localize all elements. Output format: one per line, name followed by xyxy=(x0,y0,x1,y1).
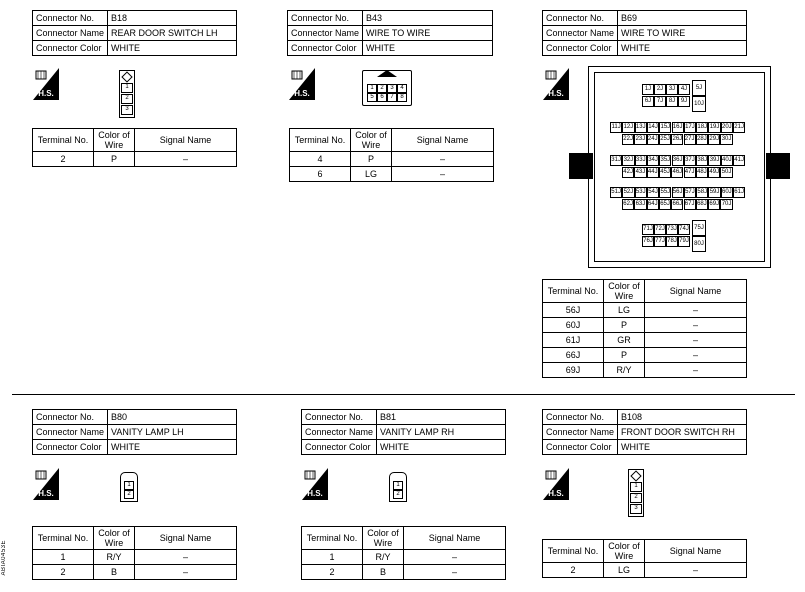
pin: 56J xyxy=(672,187,684,198)
connector-color: WHITE xyxy=(377,440,506,455)
connector-no: B108 xyxy=(618,410,747,425)
pin: 48J xyxy=(696,167,708,178)
pin: 4J xyxy=(678,84,690,95)
pin: 46J xyxy=(671,167,683,178)
pin: 25J xyxy=(659,134,671,145)
connector-name: WIRE TO WIRE xyxy=(363,26,493,41)
pin: 76J xyxy=(642,236,654,247)
connector-name: VANITY LAMP LH xyxy=(108,425,237,440)
pin: 23J xyxy=(634,134,646,145)
connector-no: B43 xyxy=(363,11,493,26)
connector-face: 1 2 3 4 5 6 7 8 xyxy=(362,70,412,106)
lock-diamond-icon xyxy=(630,470,641,481)
pin: 49J xyxy=(708,167,720,178)
connector-face: 1 2 3 xyxy=(628,469,644,517)
pin: 34J xyxy=(647,155,659,166)
table-row: 4 P – xyxy=(290,152,494,167)
pin: 68J xyxy=(696,199,708,210)
table-row: 1 R/Y – xyxy=(33,550,237,565)
connector-color: WHITE xyxy=(618,41,747,56)
terminal-table: Terminal No. Color of Wire Signal Name 1 R/Y – 2 B – xyxy=(301,526,506,580)
table-row: 60J P – xyxy=(543,318,747,333)
pin: 8J xyxy=(666,96,678,107)
pin: 11J xyxy=(610,122,622,133)
pin: 37J xyxy=(684,155,696,166)
connector-name: REAR DOOR SWITCH LH xyxy=(108,26,237,41)
table-row: 1 R/Y – xyxy=(302,550,506,565)
pin: 45J xyxy=(659,167,671,178)
pin: 41J xyxy=(733,155,745,166)
pin: 66J xyxy=(671,199,683,210)
pin: 2J xyxy=(654,84,666,95)
pin: 16J xyxy=(672,122,684,133)
table-row: 66J P – xyxy=(543,348,747,363)
pin: 73J xyxy=(666,224,678,235)
harness-side-icon xyxy=(33,468,59,500)
pin: 2 xyxy=(121,94,133,104)
pin: 21J xyxy=(733,122,745,133)
pin: 44J xyxy=(647,167,659,178)
terminal-table: Terminal No. Color of Wire Signal Name 1 R/Y – 2 B – xyxy=(32,526,237,580)
pin: 24J xyxy=(647,134,659,145)
pin: 38J xyxy=(696,155,708,166)
terminal-table: Terminal No. Color of Wire Signal Name 2 LG – xyxy=(542,539,747,578)
table-row: 56J LG – xyxy=(543,303,747,318)
connector-color: WHITE xyxy=(618,440,747,455)
pin: 7J xyxy=(654,96,666,107)
pin: 28J xyxy=(696,134,708,145)
pin: 60J xyxy=(721,187,733,198)
pin: 31J xyxy=(610,155,622,166)
connector-no: B81 xyxy=(377,410,506,425)
lock-diamond-icon xyxy=(121,71,132,82)
section-divider xyxy=(12,394,795,395)
table-row: 61J GR – xyxy=(543,333,747,348)
table-row: 2 B – xyxy=(33,565,237,580)
pin: 53J xyxy=(635,187,647,198)
connector-info-table: Connector No. B43 Connector Name WIRE TO WIRE Connector Color WHITE xyxy=(287,10,493,56)
pin: 36J xyxy=(672,155,684,166)
pin: 74J xyxy=(678,224,690,235)
pin: 15J xyxy=(659,122,671,133)
connector-info-table: Connector No. B81 Connector Name VANITY LAMP RH Connector Color WHITE xyxy=(301,409,506,455)
svg-text:H.S.: H.S. xyxy=(294,89,310,98)
pin: 33J xyxy=(635,155,647,166)
side-latch-right xyxy=(766,153,790,179)
harness-side-icon xyxy=(543,68,569,100)
pin: 18J xyxy=(696,122,708,133)
pin: 26J xyxy=(671,134,683,145)
connector-name: WIRE TO WIRE xyxy=(618,26,747,41)
pin: 32J xyxy=(622,155,634,166)
terminal-table: Terminal No. Color of Wire Signal Name 56J LG – 60J P – 61J GR – 66J P – 69J R/Y – xyxy=(542,279,747,378)
pin: 72J xyxy=(654,224,666,235)
connector-color: WHITE xyxy=(108,41,237,56)
pin: 3 xyxy=(121,105,133,115)
pin: 39J xyxy=(708,155,720,166)
harness-side-icon xyxy=(543,468,569,500)
harness-side-icon xyxy=(302,468,328,500)
terminal-table: Terminal No. Color of Wire Signal Name 2 P – xyxy=(32,128,237,167)
connector-no: B69 xyxy=(618,11,747,26)
pin: 51J xyxy=(610,187,622,198)
pin: 1 xyxy=(121,83,133,93)
pin: 57J xyxy=(684,187,696,198)
connector-face xyxy=(119,70,135,118)
pin: 77J xyxy=(654,236,666,247)
pin: 43J xyxy=(634,167,646,178)
connector-info-table: Connector No. B18 Connector Name REAR DOOR SWITCH LH Connector Color WHITE xyxy=(32,10,237,56)
pin: 59J xyxy=(708,187,720,198)
pin: 29J xyxy=(708,134,720,145)
svg-text:H.S.: H.S. xyxy=(548,89,564,98)
pin: 65J xyxy=(659,199,671,210)
svg-text:H.S.: H.S. xyxy=(38,89,54,98)
side-latch-left xyxy=(569,153,593,179)
pin: 13J xyxy=(635,122,647,133)
pin: 78J xyxy=(666,236,678,247)
pin: 47J xyxy=(684,167,696,178)
pin: 69J xyxy=(708,199,720,210)
pin: 35J xyxy=(659,155,671,166)
table-row: 2 P – xyxy=(33,152,237,167)
svg-text:H.S.: H.S. xyxy=(548,489,564,498)
pin: 6J xyxy=(642,96,654,107)
pin: 80J xyxy=(692,236,706,252)
pin: 19J xyxy=(708,122,720,133)
pin: 67J xyxy=(684,199,696,210)
lock-tab-icon xyxy=(377,70,397,77)
pin: 22J xyxy=(622,134,634,145)
pin: 42J xyxy=(622,167,634,178)
pin: 55J xyxy=(659,187,671,198)
svg-text:H.S.: H.S. xyxy=(307,489,323,498)
pin: 10J xyxy=(692,96,706,112)
pin: 58J xyxy=(696,187,708,198)
pin: 30J xyxy=(720,134,732,145)
pin: 71J xyxy=(642,224,654,235)
pin: 70J xyxy=(720,199,732,210)
harness-side-icon xyxy=(33,68,59,100)
pin: 17J xyxy=(684,122,696,133)
pin: 52J xyxy=(622,187,634,198)
pin: 5J xyxy=(692,80,706,96)
connector-info-table: Connector No. B69 Connector Name WIRE TO WIRE Connector Color WHITE xyxy=(542,10,747,56)
harness-side-icon xyxy=(289,68,315,100)
pin: 9J xyxy=(678,96,690,107)
pin: 62J xyxy=(622,199,634,210)
table-row: 69J R/Y – xyxy=(543,363,747,378)
pin: 12J xyxy=(622,122,634,133)
pin: 79J xyxy=(678,236,690,247)
pin: 14J xyxy=(647,122,659,133)
connector-name: VANITY LAMP RH xyxy=(377,425,506,440)
pin: 63J xyxy=(634,199,646,210)
pin: 61J xyxy=(733,187,745,198)
connector-name: FRONT DOOR SWITCH RH xyxy=(618,425,747,440)
connector-info-table: Connector No. B80 Connector Name VANITY LAMP LH Connector Color WHITE xyxy=(32,409,237,455)
figure-code: ABIA0453E xyxy=(1,540,7,576)
pin: 1J xyxy=(642,84,654,95)
svg-text:H.S.: H.S. xyxy=(38,489,54,498)
pin: 40J xyxy=(721,155,733,166)
pin: 64J xyxy=(647,199,659,210)
pin: 20J xyxy=(721,122,733,133)
connector-color: WHITE xyxy=(108,440,237,455)
pin: 50J xyxy=(720,167,732,178)
pin: 75J xyxy=(692,220,706,236)
connector-face: 1 2 xyxy=(389,472,407,502)
connector-no: B18 xyxy=(108,11,237,26)
connector-no: B80 xyxy=(108,410,237,425)
connector-face: 1 2 xyxy=(120,472,138,502)
connector-color: WHITE xyxy=(363,41,493,56)
pin: 54J xyxy=(647,187,659,198)
pin: 3J xyxy=(666,84,678,95)
table-row: 2 B – xyxy=(302,565,506,580)
pin: 27J xyxy=(684,134,696,145)
connector-info-table: Connector No. B108 Connector Name FRONT DOOR SWITCH RH Connector Color WHITE xyxy=(542,409,747,455)
table-row: 6 LG – xyxy=(290,167,494,182)
table-row: 2 LG – xyxy=(543,563,747,578)
terminal-table: Terminal No. Color of Wire Signal Name 4 P – 6 LG – xyxy=(289,128,494,182)
